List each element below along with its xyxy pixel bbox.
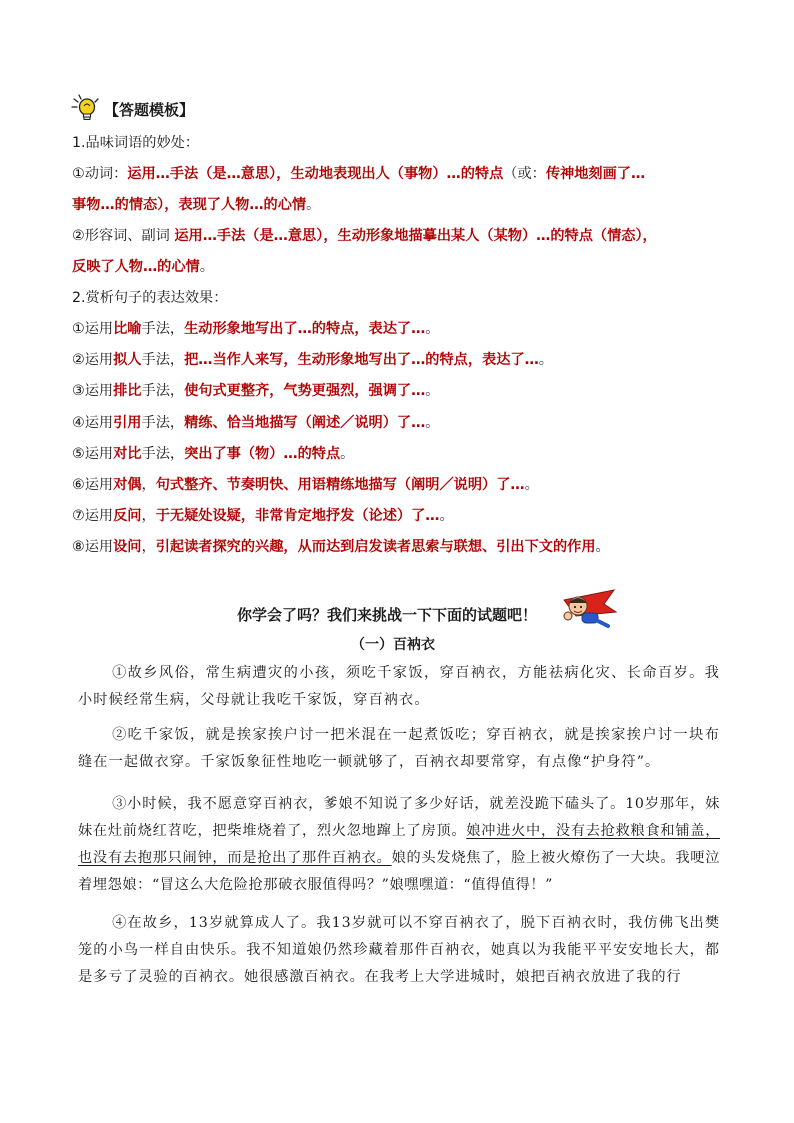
rhetoric-item: ⑧运用设问，引起读者探究的兴趣，从而达到启发读者思索与联想、引出下文的作用。	[72, 539, 610, 555]
superhero-icon	[556, 586, 618, 632]
story-paragraph-1: ①故乡风俗，常生病遭灾的小孩，须吃千家饭，穿百衲衣，方能祛病化灾、长命百岁。我小时候经常生病，父母就让我吃千家饭，穿百衲衣。	[78, 665, 720, 708]
verb-line-1	[72, 164, 645, 184]
rhetoric-item: ②运用拟人手法，把…当作人来写，生动形象地写出了…的特点，表达了…。	[72, 352, 553, 368]
adj-prefix: ②形容词、副词	[72, 228, 175, 244]
rhetoric-item: ⑥运用对偶，句式整齐、节奏明快、用语精练地描写（阐明／说明）了…。	[72, 477, 539, 493]
adj-rule-2: 反映了人物…的心情	[72, 259, 200, 275]
verb-line-2	[72, 195, 320, 215]
verb-alt: （或：	[503, 166, 546, 182]
challenge-heading: 你学会了吗？我们来挑战一下下面的试题吧！	[236, 606, 537, 624]
lightbulb-icon	[70, 93, 104, 123]
story-title: （一）百衲衣	[351, 637, 435, 653]
story-paragraph-4: ④在故乡，13岁就算成人了。我13岁就可以不穿百衲衣了，脱下百衲衣时，我仿佛飞出樊笼的小鸟一样自由快乐。我不知道娘仍然珍藏着那件百衲衣，她真以为我能平平安安地长大，都是多亏了灵验的百衲衣。她很感激百衲衣。在我考上大学进城时，娘把百衲衣放进了我的行	[78, 915, 720, 985]
section-1-heading: 1.品味词语的妙处：	[72, 135, 200, 151]
verb-rule-1: 运用…手法（是…意思），生动地表现出人（事物）…的特点	[127, 166, 504, 182]
template-title: 【答题模板】	[104, 101, 195, 119]
story-paragraph-2: ②吃千家饭，就是挨家挨户讨一把米混在一起煮饭吃；穿百衲衣，就是挨家挨户讨一块布缝在一起做衣穿。千家饭象征性地吃一顿就够了，百衲衣却要常穿，有点像“护身符”。	[78, 727, 720, 770]
section-2-heading: 2.赏析句子的表达效果：	[72, 290, 228, 306]
underlined-sentence: 娘冲进火中，没有去抢救粮食和铺盖，也没有去抱那只闹钟，而是抢出了那件百衲衣。	[78, 823, 721, 866]
rhetoric-item: ⑤运用对比手法，突出了事（物）…的特点。	[72, 446, 355, 462]
rhetoric-item: ④运用引用手法，精练、恰当地描写（阐述／说明）了…。	[72, 415, 440, 431]
rhetoric-item: ⑦运用反问，于无疑处设疑，非常肯定地抒发（论述）了…。	[72, 508, 454, 524]
verb-rule-3: 事物…的情态），表现了人物…的心情	[72, 197, 307, 213]
adj-end: 。	[199, 259, 214, 275]
verb-end: 。	[306, 197, 321, 213]
adj-line-1	[72, 226, 657, 246]
adj-rule-1: 运用…手法（是…意思），生动形象地描摹出某人（某物）…的特点（情态），	[174, 228, 657, 244]
story-paragraph-3-start: ③小时候，我不愿意穿百衲衣，爹娘不知说了多少好话，就差没跪下磕头了。10岁那年，妹妹在灶前烧红苕吃，把柴堆烧着了，烈火忽地蹿上了房顶。	[78, 796, 720, 839]
rhetoric-item: ①运用比喻手法，生动形象地写出了…的特点，表达了…。	[72, 321, 440, 337]
rhetoric-item: ③运用排比手法，使句式更整齐，气势更强烈，强调了…。	[72, 383, 440, 399]
story-paragraph-3-end: 娘的头发烧焦了，脸上被火燎伤了一大块。我哽泣着埋怨娘：“冒这么大危险抢那破衣服值得吗？”娘嘿嘿道：“值得值得！”	[78, 850, 720, 893]
verb-prefix: ①动词：	[72, 166, 128, 182]
story-paragraph-3	[78, 791, 720, 899]
adj-line-2	[72, 257, 214, 277]
verb-rule-2: 传神地刻画了…	[545, 166, 646, 182]
